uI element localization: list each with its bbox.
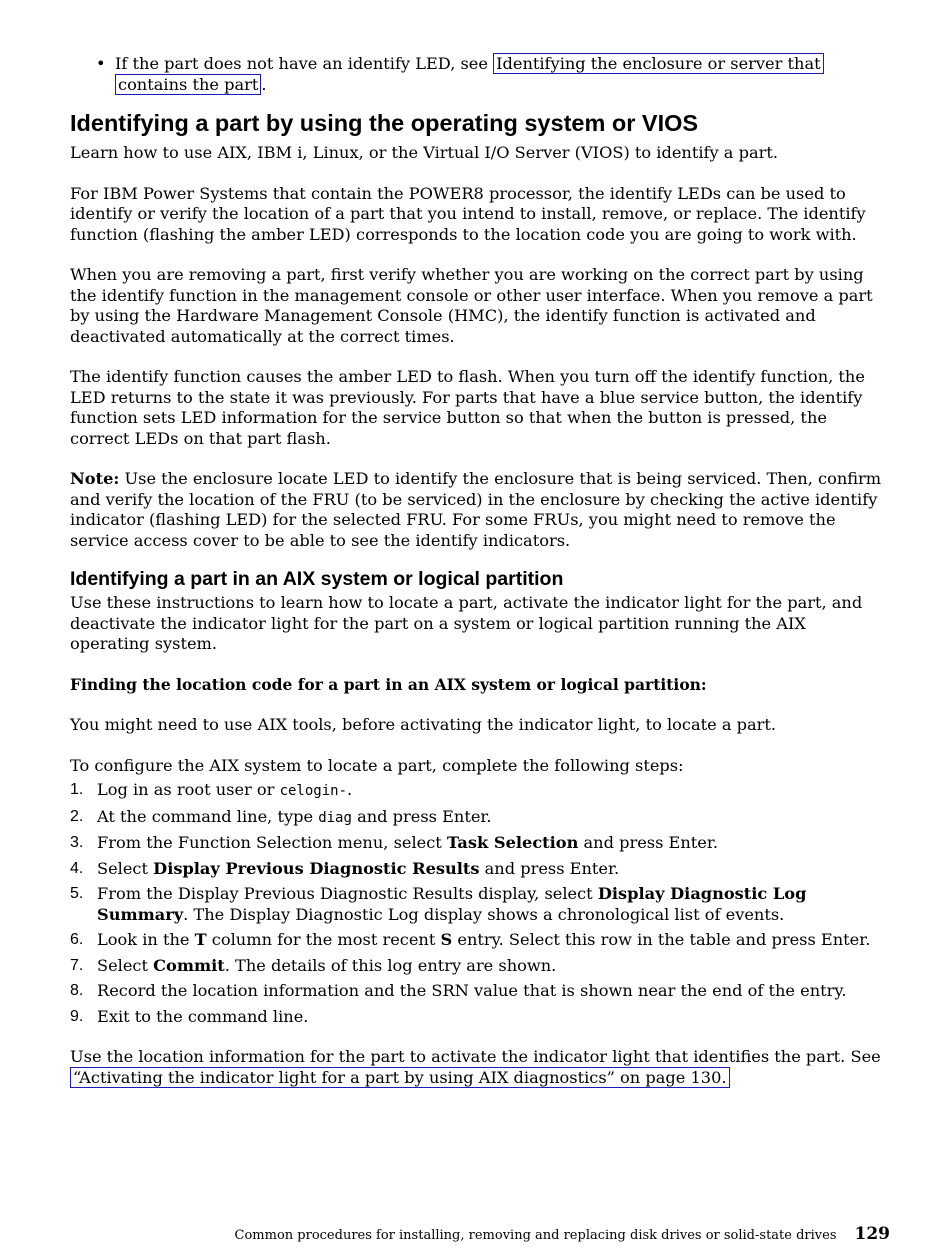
- step-item: [70, 981, 890, 1002]
- section-paragraph-3: The identify function causes the amber LED to flash. When you turn off the identify function, the LED returns to the state it was previously. For parts that have a blue service button, the identify function sets LED information for the service button so that when the button is pressed, the correct LEDs on that part flash.: [70, 367, 865, 448]
- step-text: From the Function Selection menu, select: [97, 833, 447, 852]
- step-text: and press Enter.: [479, 858, 620, 878]
- enclosure-link[interactable]: Identifying the enclosure or server that contains the part: [115, 53, 824, 95]
- step-text: Exit to the command line.: [97, 1006, 309, 1026]
- step-bold: Display Diagnostic Log Summary: [97, 884, 807, 924]
- section-title: Identifying a part by using the operating system or VIOS: [70, 110, 699, 136]
- step-number: 7.: [70, 956, 84, 974]
- note-text: Use the enclosure locate LED to identify the enclosure that is being serviced. Then, confirm and verify the location of the FRU (to be serviced) in the enclosure by checking the active identify indicator (flashing LED) for the selected FRU. For some FRUs, you might need to remove the service access cover to be able to see the identify indicators.: [70, 469, 882, 550]
- step-text: Select: [97, 955, 154, 975]
- page-number: 129: [854, 1224, 890, 1244]
- step-number: 3.: [70, 834, 84, 851]
- page-body: [70, 54, 890, 1108]
- note-paragraph: [70, 469, 890, 551]
- step-item: [70, 884, 890, 925]
- step-number: 4.: [70, 859, 84, 877]
- subsection-heading: Finding the location code for a part in an AIX system or logical partition:: [70, 674, 707, 694]
- subsection-paragraph-2: To configure the AIX system to locate a part, complete the following steps:: [70, 755, 684, 775]
- step-item: [70, 930, 890, 951]
- step-number: 8.: [70, 982, 84, 999]
- step-text: Look in the: [97, 930, 195, 949]
- subsection-title: Identifying a part in an AIX system or logical partition: [70, 568, 564, 590]
- activating-indicator-link[interactable]: “Activating the indicator light for a part by using AIX diagnostics” on page 130.: [70, 1067, 730, 1088]
- note-label: Note:: [70, 469, 120, 488]
- step-text: .: [347, 780, 353, 799]
- step-number: 2.: [70, 807, 84, 825]
- step-text: At the command line, type: [97, 806, 319, 826]
- section-intro: Learn how to use AIX, IBM i, Linux, or the Virtual I/O Server (VIOS) to identify a part.: [70, 143, 779, 162]
- subsection-intro: Use these instructions to learn how to locate a part, activate the indicator light for the part, and deactivate the indicator light for the part on a system or logical partition running the AIX operating system.: [70, 593, 863, 653]
- section-paragraph-2: When you are removing a part, first verify whether you are working on the correct part by using the identify function in the management console or other user interface. When you remove a part by using the Hardware Management Console (HMC), the identify function is activated and deactivated automatically at the correct times.: [70, 265, 873, 346]
- step-number: 9.: [70, 1007, 84, 1025]
- step-text: Record the location information and the SRN value that is shown near the end of the entry.: [97, 981, 847, 1000]
- step-number: 5.: [70, 885, 84, 902]
- step-text: . The details of this log entry are shown.: [224, 955, 557, 975]
- step-text: and press Enter.: [578, 833, 718, 852]
- bullet-dot: •: [96, 54, 106, 73]
- closing-paragraph: [70, 1047, 890, 1088]
- step-bold: Task Selection: [446, 833, 579, 852]
- step-code: celogin-: [279, 783, 347, 799]
- footer-text: Common procedures for installing, removing and replacing disk drives or solid-state drives: [234, 1228, 837, 1243]
- bullet-text: If the part does not have an identify LED, see: [115, 54, 494, 73]
- step-text: and press Enter.: [351, 806, 492, 826]
- step-number: 1.: [70, 781, 84, 798]
- bullet-item: [70, 54, 890, 95]
- step-item: [70, 956, 890, 977]
- step-bold: T: [194, 930, 207, 949]
- step-number: 6.: [70, 931, 84, 948]
- step-item: [70, 1007, 890, 1028]
- closing-text: Use the location information for the part to activate the indicator light that identifies the part. See: [70, 1047, 881, 1066]
- step-item: [70, 807, 890, 829]
- section-paragraph-1: For IBM Power Systems that contain the POWER8 processor, the identify LEDs can be used to identify or verify the location of a part that you intend to install, remove, or replace. The identify function (flashing the amber LED) corresponds to the location code you are going to work with.: [70, 183, 866, 244]
- step-text: Select: [97, 858, 154, 878]
- step-text: . The Display Diagnostic Log display shows a chronological list of events.: [183, 904, 785, 924]
- step-item: [70, 859, 890, 880]
- steps-list: [70, 780, 890, 1027]
- step-bold: S: [440, 930, 453, 949]
- step-item: [70, 833, 890, 854]
- step-bold: Display Previous Diagnostic Results: [153, 858, 480, 878]
- step-text: Log in as root user or: [97, 780, 280, 799]
- step-text: From the Display Previous Diagnostic Results display, select: [97, 884, 598, 903]
- step-code: diag: [318, 809, 352, 826]
- step-text: column for the most recent: [206, 930, 441, 949]
- step-text: entry. Select this row in the table and press Enter.: [452, 930, 871, 949]
- step-item: [70, 780, 890, 802]
- page-footer: [0, 1224, 890, 1244]
- bullet-tail: .: [261, 74, 267, 94]
- subsection-paragraph-1: You might need to use AIX tools, before activating the indicator light, to locate a part.: [70, 715, 777, 734]
- step-bold: Commit: [153, 955, 225, 975]
